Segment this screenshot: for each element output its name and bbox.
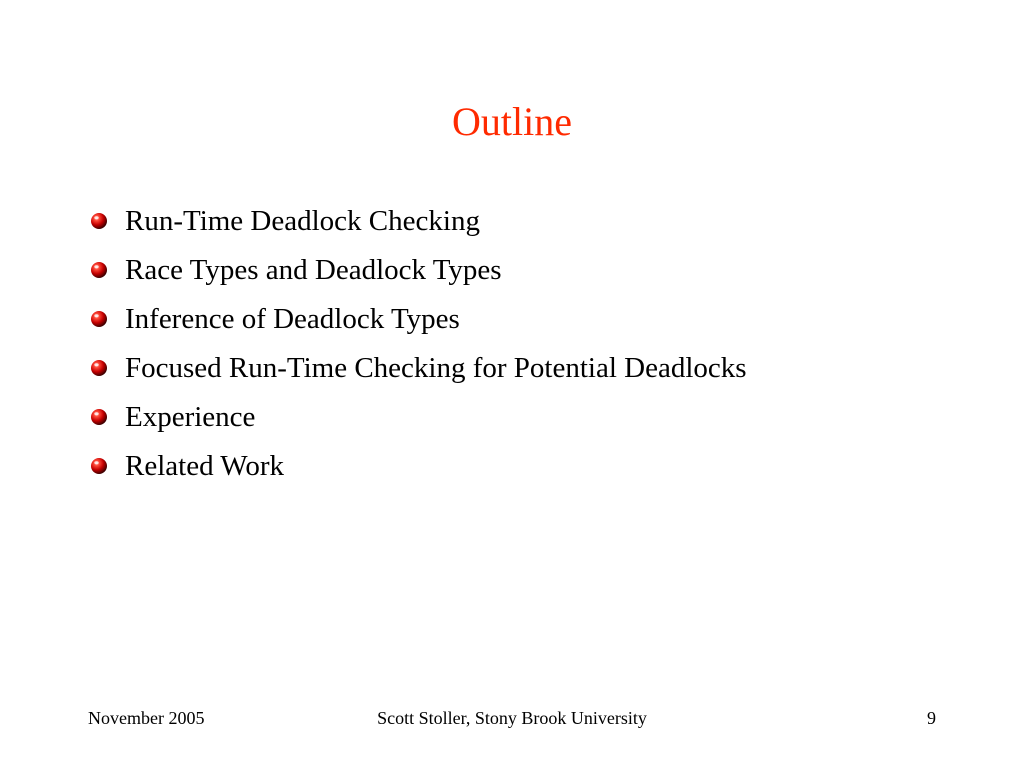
list-item	[90, 392, 747, 441]
red-sphere-icon	[90, 408, 108, 426]
red-sphere-icon	[90, 457, 108, 475]
list-item	[90, 343, 747, 392]
footer-date: November 2005	[88, 708, 205, 728]
bullet-text: Race Types and Deadlock Types	[125, 253, 502, 286]
red-sphere-icon	[90, 359, 108, 377]
bullet-text: Related Work	[125, 449, 285, 482]
red-sphere-icon	[90, 310, 108, 328]
red-sphere-icon	[90, 261, 108, 279]
bullet-text: Run-Time Deadlock Checking	[125, 204, 480, 237]
bullet-text: Focused Run-Time Checking for Potential Deadlocks	[125, 351, 747, 384]
red-sphere-icon	[90, 212, 108, 230]
list-item	[90, 196, 747, 245]
list-item	[90, 294, 747, 343]
bullet-text: Experience	[125, 400, 256, 433]
footer-author: Scott Stoller, Stony Brook University	[377, 708, 647, 728]
bullet-list	[90, 196, 747, 490]
bullet-text: Inference of Deadlock Types	[125, 302, 460, 335]
list-item	[90, 245, 747, 294]
slide-title: Outline	[452, 99, 572, 144]
list-item	[90, 441, 747, 490]
page-number: 9	[927, 708, 936, 728]
